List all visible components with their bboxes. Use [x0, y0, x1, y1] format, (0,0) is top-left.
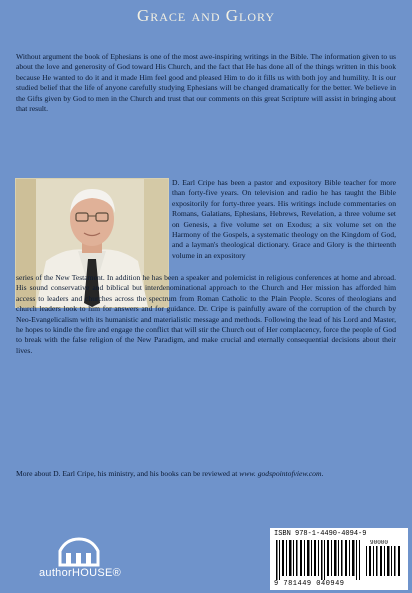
description-paragraph: Without argument the book of Ephesians is one of the most awe-inspiring writings in the Bible. The information given to us about the love and generosity of God toward His Church, and the fact that He has done all of the things written in this book because He wanted to do it and it made Him feel good and pleased Him to do it fills us with both joy and humility. It is our studied belief that the life of anyone carefully studying Ephesians will be changed dramatically for the better. We believe in the Gifts given by God to men in the Church and trust that our comments on this great Scripture will assist in bringing about that result.	[16, 52, 396, 114]
book-title: Grace and Glory	[136, 6, 276, 25]
price-code: 90000	[370, 540, 389, 546]
barcode-bars-icon	[274, 540, 404, 580]
author-bio-continued: series of the New Testament. In addition he has been a speaker and polemicist in religious conferences at home and abroad. His sound conservative and biblical but interdenominational approach to the Church and Her mission has afforded him access to leaders and churches across the spectrum from Roman Catholic to the Plain People. Scores of theologians and church leaders look to him for answers and for guidance. Dr. Cripe is painfully aware of the corruption of the church by Neo-Evangelicalism with its humanistic and materialistic message and methods. Following the lead of his Lord and Master, he hopes to kindle the fire and engage the conflict that will stir the Church out of Her complacency, force the people of God to break with the false religion of the New Paradigm, and make crucial and eternally consequential decisions about their lives.	[16, 273, 396, 355]
publisher-name: authorHOUSE®	[38, 567, 121, 579]
author-bio-side: D. Earl Cripe has been a pastor and expository Bible teacher for more than forty-five years. On television and radio he has taught the Bible expositorily for forty-three years. His writings include commentaries on Romans, Galatians, Ephesians, Hebrews, Revelation, a three volume set on Genesis, a five volume set on Exodus; a six volume set on the Harmony of the Gospels, a systematic theology on the Kingdom of God, and a layman's theological dictionary. Grace and Glory is the thirteenth volume in an expository	[172, 178, 396, 260]
barcode-number: 9 781449 040949	[274, 580, 345, 588]
barcode	[270, 528, 408, 590]
more-info: More about D. Earl Cripe, his ministry, and his books can be reviewed at www. godspointofview.com.	[16, 469, 324, 478]
isbn-label: ISBN 978-1-4490-4094-9	[274, 530, 367, 538]
website-link[interactable]: www. godspointofview.com	[239, 469, 322, 478]
